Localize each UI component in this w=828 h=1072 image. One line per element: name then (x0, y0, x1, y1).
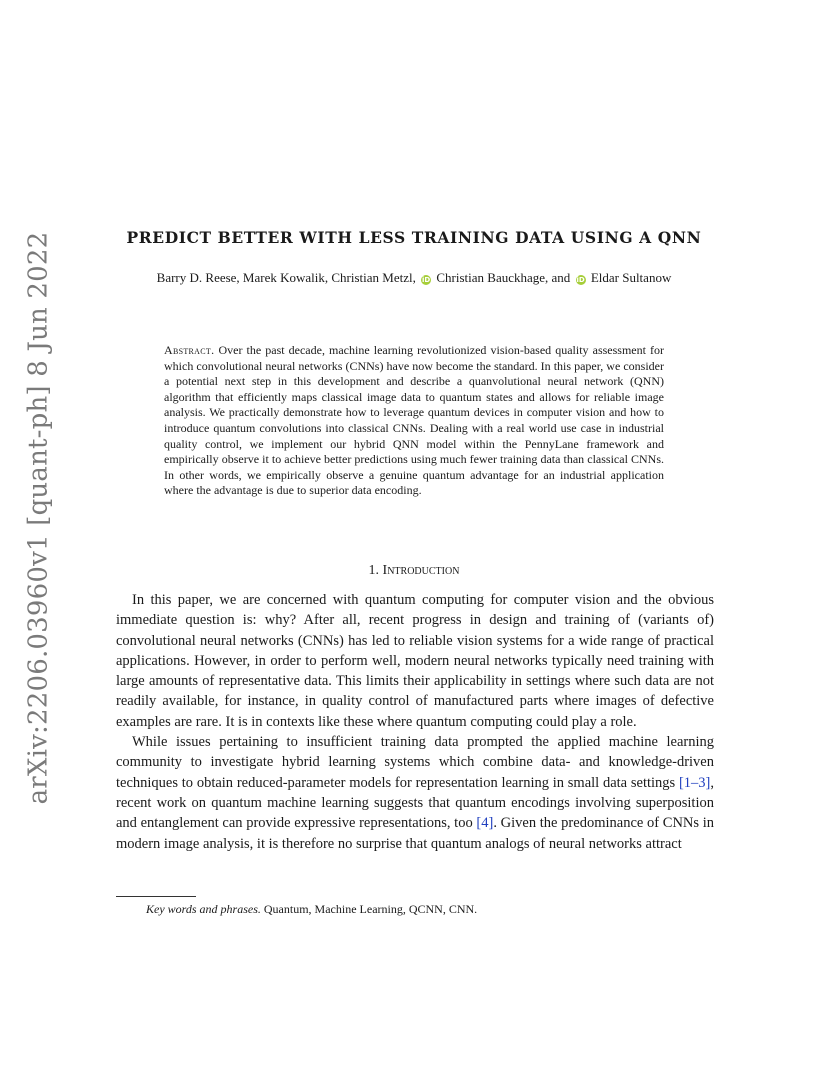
authors-part-1: Barry D. Reese, Marek Kowalik, Christian Metzl, (156, 270, 416, 285)
arxiv-identifier-text: arXiv:2206.03960v1 [quant-ph] 8 Jun 2022 (23, 231, 53, 805)
paragraph-2-text-b: , recent work on quantum machine learning suggests that quantum encodings involving superposition and entanglement can provide expressive representations, too (116, 774, 715, 832)
footnote-text: Quantum, Machine Learning, QCNN, CNN. (263, 902, 478, 916)
footnote-divider (116, 896, 196, 897)
author-list (100, 270, 728, 286)
abstract-label: Abstract. (164, 343, 215, 357)
abstract-text: Over the past decade, machine learning revolutionized vision-based quality assessment for which convolutional neural networks (CNNs) have now become the standard. In this paper, we consider a potential next step in this development and describe a quanvolutional neural network (QNN) algorithm that efficiently maps classical image data to quantum states and allows for reliable image analysis. We practically demonstrate how to leverage quantum devices in computer vision and how to introduce quantum convolutions into classical CNNs. Dealing with a real world use case in industrial quality control, we implement our hybrid QNN model within the PennyLane framework and empirically observe it to achieve better predictions using much fewer training data than classical CNNs. In other words, we empirically observe a genuine quantum advantage for an industrial application where the advantage is due to superior data encoding. (164, 343, 665, 498)
abstract (164, 343, 664, 499)
authors-part-3: Eldar Sultanow (590, 270, 672, 285)
footnote (146, 902, 477, 917)
citation-link-4[interactable]: [4] (476, 815, 494, 832)
arxiv-identifier-stamp (18, 231, 58, 805)
paragraph-2 (116, 732, 714, 854)
paper-title: PREDICT BETTER WITH LESS TRAINING DATA USING A QNN (126, 228, 702, 247)
introduction-body (116, 590, 714, 854)
paragraph-2-text-c: . Given the predominance of CNNs in modern image analysis, it is therefore no surprise that quantum analogs of neural networks attract (116, 815, 714, 852)
section-number: 1. (368, 563, 380, 578)
citation-link-1-3[interactable]: [1–3] (678, 774, 711, 791)
paragraph-1: In this paper, we are concerned with quantum computing for computer vision and the obvious immediate question is: why? After all, recent progress in design and training of (variants of) convolutional neural networks (CNNs) has led to reliable vision systems for a wide range of practical applications. However, in order to perform well, modern neural networks typically need training with large amounts of representative data. This limits their applicability in settings where such data are not readily available, for instance, in quality control of manufactured parts where images of defective examples are rare. It is in contexts like these where quantum computing could play a role. (116, 592, 714, 730)
paragraph-2-text-a: While issues pertaining to insufficient training data prompted the applied machine learning community to investigate hybrid learning systems which combine data- and knowledge-driven techniques to obtain reduced-parameter models for representation learning in small data settings (116, 734, 714, 791)
footnote-label: Key words and phrases. (146, 902, 261, 916)
section-heading (100, 563, 728, 579)
authors-part-2: Christian Bauckhage, and (436, 270, 571, 285)
orcid-icon[interactable]: iD (422, 276, 431, 284)
section-name: Introduction (382, 563, 460, 578)
orcid-icon[interactable]: iD (576, 276, 585, 284)
